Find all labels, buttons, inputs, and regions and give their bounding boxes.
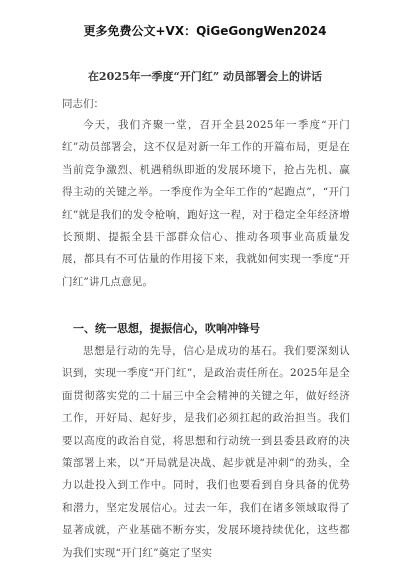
- paragraph-intro: 今天，我们齐聚一堂，召开全县2025年一季度“开门红”动员部署会，这不仅是对新一年工作的开篇布局，更是在当前竞争激烈、机遇稍纵即逝的发展环境下，抢占先机、赢得主动的关键之举。一季度作为全年工作的“起跑点”，“开门红”就是我们的发令枪响，跑好这一程，对于稳定全年经济增长预期、提振全县干部群众信心、推动各项事业高质量发展，都具有不可估量的作用接下来，我就如何实现一季度“开门红”讲几点意见。: [62, 119, 350, 288]
- greeting: 同志们：: [62, 98, 104, 110]
- section-heading: 一、统一思想，提振信心，吹响冲锋号: [73, 322, 260, 335]
- speech-title: 在2025年一季度“开门红” 动员部署会上的讲话: [87, 70, 323, 83]
- watermark-text: 更多免费公文+VX：QiGeGongWen2024: [83, 24, 327, 38]
- paragraph-section-1: 思想是行动的先导，信心是成功的基石。我们要深刻认识到，实现一季度“开门红”，是政治责任所在。2025年是全面贯彻落实党的二十届三中全会精神的关键之年，做好经济工作，开好局、起好步，是我们必须扛起的政治担当。我们要以高度的政治自觉，将思想和行动统一到县委县政府的决策部署上来，以“开局就是决战、起步就是冲刺”的劲头，全力以赴投入到工作中。同时，我们也要看到自身具备的优势和潜力，坚定发展信心。过去一年，我们在诸多领域取得了显著成就，产业基础不断夯实，发展环境持续优化，这些都为我们实现“开门红”奠定了坚实: [62, 345, 350, 559]
